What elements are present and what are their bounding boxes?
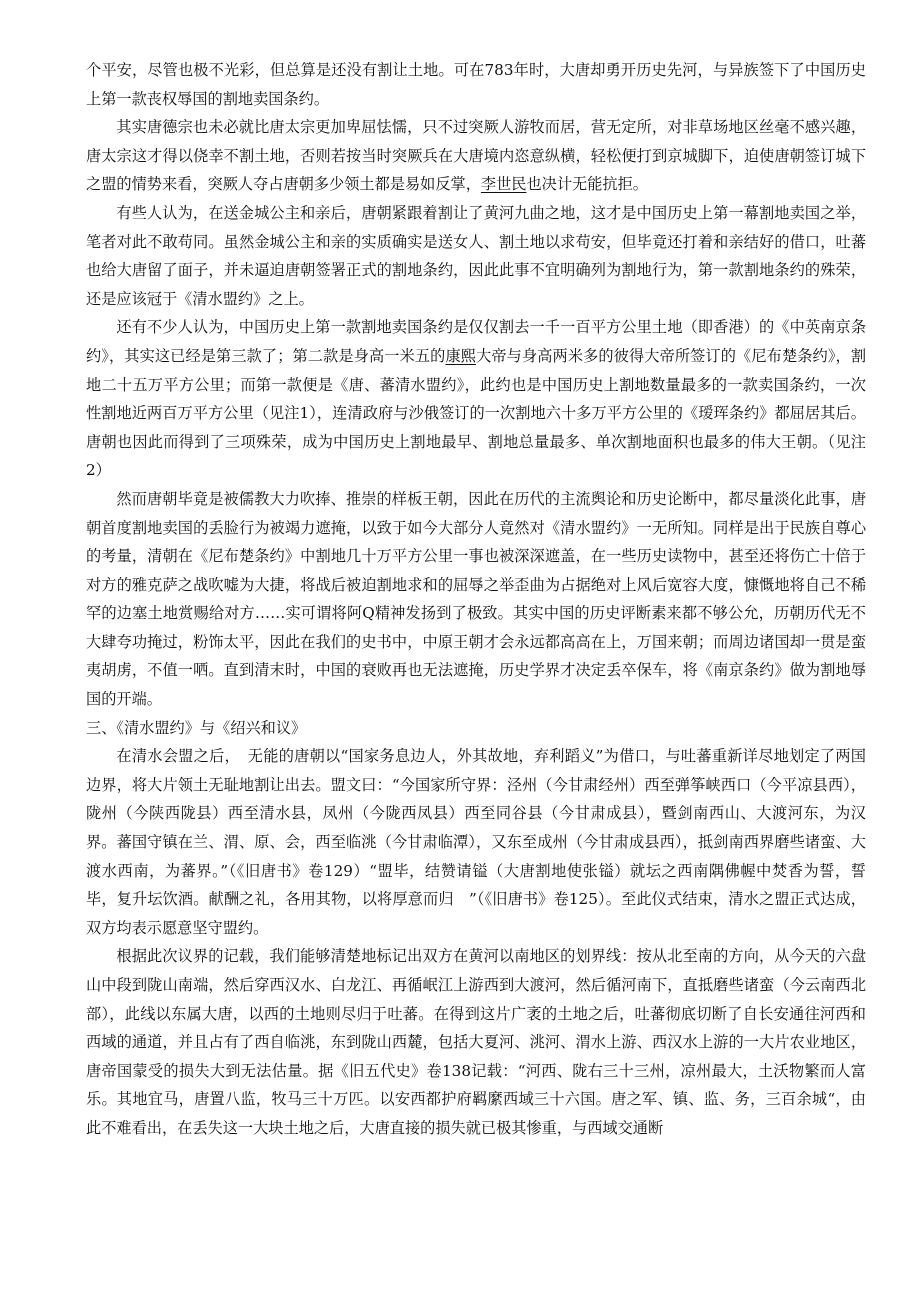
paragraph-7: 根据此次议界的记载，我们能够清楚地标记出双方在黄河以南地区的划界线：按从北至南的方向，从今天的六盘山中段到陇山南端，然后穿西汉水、白龙江、再循岷江上游西到大渡河，然后循河南下，直抵磨些诸蛮（今云南西北部），此线以东属大唐，以西的土地则尽归于吐蕃。在得到这片广袤的土地之后，吐蕃彻底切断了自长安通往河西和西域的通道，并且占有了西自临洮，东到陇山西麓，包括大夏河、洮河、渭水上游、西汉水上游的一大片农业地区，唐帝国蒙受的损失大到无法估量。据《旧五代史》卷138记载：“河西、陇右三十三州，凉州最大，土沃物繁而人富乐。其地宜马，唐置八监，牧马三十万匹。以安西都护府羁縻西域三十六国。唐之军、镇、监、务，三百余城“，由此不难看出，在丢失这一大块土地之后，大唐直接的损失就已极其惨重，与西域交通断 (86, 947, 866, 1137)
document-page (86, 56, 866, 1143)
section-heading: 三、《清水盟约》与《绍兴和议》 (86, 718, 307, 737)
paragraph-6: 在清水会盟之后， 无能的唐朝以“国家务息边人，外其故地，弃利蹈义”为借口，与吐蕃重新详尽地划定了两国边界，将大片领土无耻地割让出去。盟文曰：“今国家所守界：泾州（今甘肃经州）西至弹筝峡西口（今平凉县西），陇州（今陕西陇县）西至清水县，凤州（今陇西凤县）西至同谷县（今甘肃成县），暨剑南西山、大渡河东，为汉界。蕃国守镇在兰、渭、原、会，西至临洮（今甘肃临潭），又东至成州（今甘肃成县西），抵剑南西界磨些诸蛮、大渡水西南，为蕃界。”（《旧唐书》卷129）“盟毕，结赞请镒（大唐割地使张镒）就坛之西南隅佛幄中焚香为誓，誓毕，复升坛饮酒。献酬之礼，各用其物，以将厚意而归 ”（《旧唐书》卷125）。至此仪式结束，清水之盟正式达成，双方均表示愿意坚守盟约。 (86, 747, 866, 937)
paragraph-4-text-b: 大帝与身高两米多的彼得大帝所签订的《尼布楚条约》，割地二十五万平方公里；而第一款便是《唐、蕃清水盟约》，此约也是中国历史上割地数量最多的一款卖国条约，一次性割地近两百万平方公里（见注1），连清政府与沙俄签订的一次割地六十多万平方公里的《瑷珲条约》都屈居其后。唐朝也因此而得到了三项殊荣，成为中国历史上割地最早、割地总量最多、单次割地面积也最多的伟大王朝。（见注2） (86, 346, 867, 480)
paragraph-4-text-a: 还有不少人认为，中国历史上第一款割地卖国条约是仅仅割去一千一百平方公里土地（即香港）的《中英南京条约》，其实这已经是第三款了；第二款是身高一米五的 (86, 318, 866, 365)
paragraph-5: 然而唐朝毕竟是被儒教大力吹捧、推崇的样板王朝，因此在历代的主流舆论和历史论断中，都尽量淡化此事，唐朝首度割地卖国的丢脸行为被竭力遮掩，以致于如今大部分人竟然对《清水盟约》一无所知。同样是出于民族自尊心的考量，清朝在《尼布楚条约》中割地几十万平方公里一事也被深深遮盖，在一些历史读物中，甚至还将伤亡十倍于对方的雅克萨之战吹嘘为大捷，将战后被迫割地求和的屈辱之举歪曲为占据绝对上风后宽容大度，慷慨地将自己不稀罕的边塞土地赏赐给对方……实可谓将阿Q精神发扬到了极致。其实中国的历史评断素来都不够公允，历朝历代无不大肆夸功掩过，粉饰太平，因此在我们的史书中，中原王朝才会永远都高高在上，万国来朝；而周边诸国却一贯是蛮夷胡虏，不值一哂。直到清末时，中国的衰败再也无法遮掩，历史学界才决定丢卒保车，将《南京条约》做为割地辱国的开端。 (86, 489, 866, 709)
paragraph-2 (86, 113, 866, 199)
paragraph-2-text-b: 也决计无能抗拒。 (526, 175, 648, 194)
paragraph-3: 有些人认为，在送金城公主和亲后，唐朝紧跟着割让了黄河九曲之地，这才是中国历史上第一幕割地卖国之举，笔者对此不敢苟同。虽然金城公主和亲的实质确实是送女人、割土地以求苟安，但毕竟还打着和亲结好的借口，吐蕃也给大唐留了面子，并未逼迫唐朝签署正式的割地条约，因此此事不宜明确列为割地行为，第一款割地条约的殊荣，还是应该冠于《清水盟约》之上。 (86, 203, 866, 308)
link-kangxi[interactable]: 康熙 (445, 346, 477, 365)
paragraph-4 (86, 313, 866, 485)
paragraph-1: 个平安，尽管也极不光彩，但总算是还没有割让土地。可在783年时，大唐却勇开历史先河，与异族签下了中国历史上第一款丧权辱国的割地卖国条约。 (86, 61, 866, 108)
link-li-shimin[interactable]: 李世民 (480, 175, 527, 194)
paragraph-2-text-a: 其实唐德宗也未必就比唐太宗更加卑屈怯懦，只不过突厥人游牧而居，营无定所，对非草场地区丝毫不感兴趣，唐太宗这才得以侥幸不割土地，否则若按当时突厥兵在大唐境内恣意纵横，轻松便打到京城脚下，迫使唐朝签订城下之盟的情势来看，突厥人夺占唐朝多少领土都是易如反掌， (86, 118, 866, 194)
